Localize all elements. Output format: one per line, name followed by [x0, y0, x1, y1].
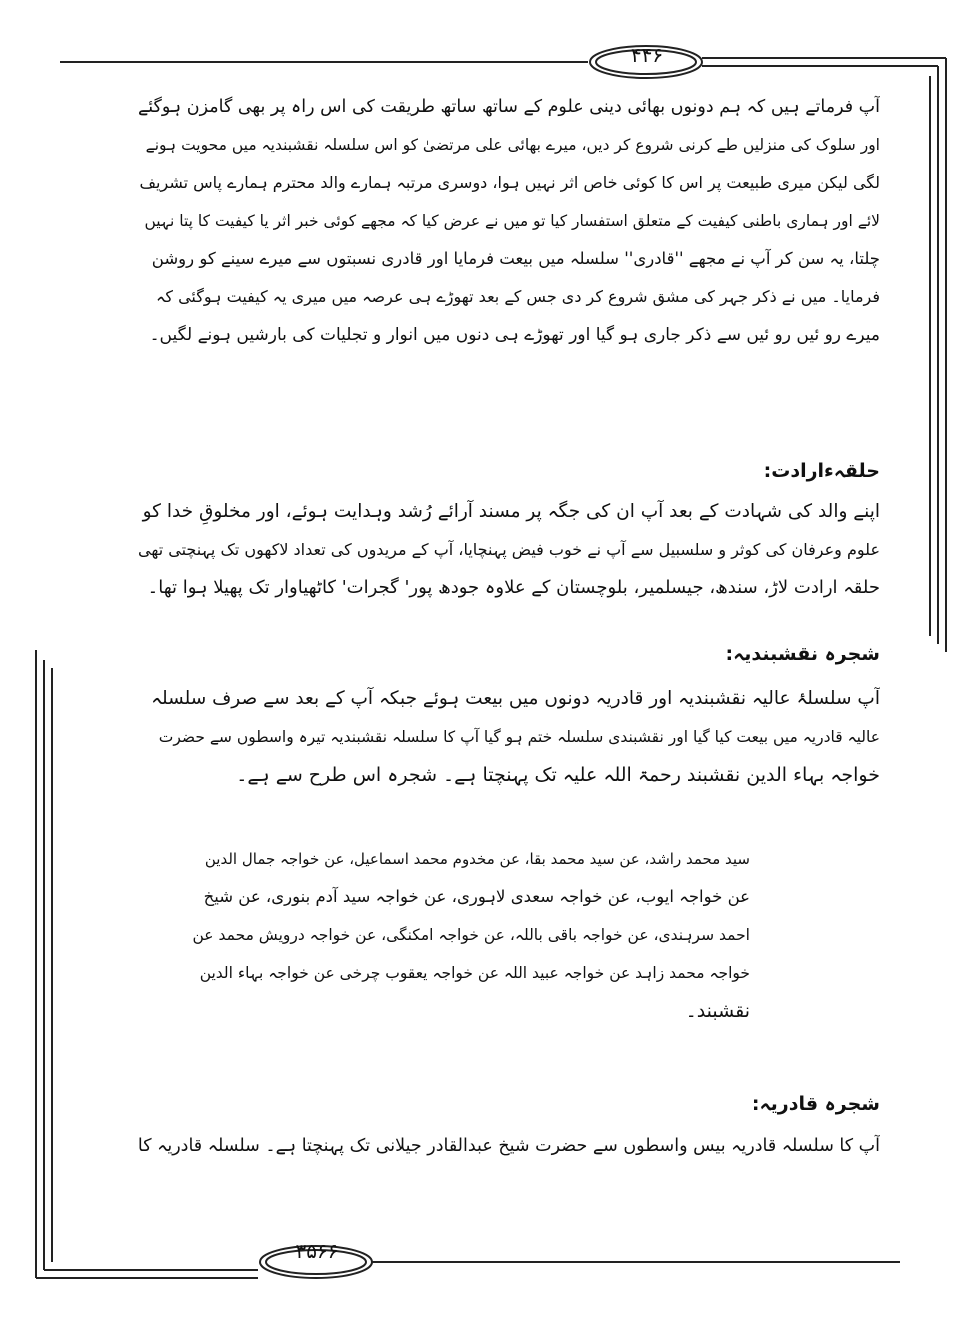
lineage-line: سید محمد راشد، عن سید محمد بقا، عن مخدوم محمد اسماعیل، عن خواجہ جمال الدین	[204, 850, 750, 868]
section-heading-halqa-iradat	[138, 452, 880, 490]
paragraph-spiritual-path	[138, 88, 880, 354]
paragraph-shajra-qadiriya	[138, 1127, 880, 1165]
heading-text: حلقہءارادت:	[763, 460, 880, 482]
text-line: آپ سلسلۂ عالیہ نقشبندیہ اور قادریہ دونوں میں بیعت ہوئے جبکہ آپ کے بعد سے صرف سلسلہ	[151, 688, 880, 709]
text-line: چلتا، یہ سن کر آپ نے مجھے ''قادری'' سلسلہ میں بیعت فرمایا اور قادری نسبتوں سے میرے سینے کو روشن	[151, 249, 880, 268]
text-line: علوم وعرفان کی کوثر و سلسبیل سے آپ نے خوب فیض پہنچایا، آپ کے مریدوں کی تعداد لاکھوں تک پہنچتی تھی	[138, 540, 880, 559]
lineage-line: خواجہ محمد زاہد عن خواجہ عبید اللہ عن خواجہ یعقوب چرخی عن خواجہ بہاء الدین	[199, 964, 750, 982]
bottom-page-number: ۳۵۶۶	[295, 1239, 339, 1263]
lineage-line: احمد سرہندی، عن خواجہ باقی باللہ، عن خواجہ امکنگی، عن خواجہ درویش محمد عن	[192, 926, 750, 944]
text-line: آپ فرماتے ہیں کہ ہم دونوں بھائی دینی علوم کے ساتھ ساتھ طریقت کی اس راہ پر بھی گامزن ہوگئے	[138, 97, 880, 117]
section-heading-shajra-qadiriya	[138, 1085, 880, 1123]
text-line: لائے اور ہماری باطنی کیفیت کے متعلق استفسار کیا تو میں نے عرض کیا کہ مجھے کوئی خبر اثر یا کیفیت کا پتا نہیں	[144, 212, 880, 230]
heading-text: شجرہ قادریہ:	[751, 1093, 880, 1115]
heading-text: شجرہ نقشبندیہ:	[725, 643, 880, 665]
lineage-chain	[190, 840, 750, 1030]
text-line: لگی لیکن میری طبیعت پر اس کا کوئی خاص اثر نہیں ہوا، دوسری مرتبہ ہمارے والد محترم ہمارے پاس تشریف	[139, 173, 880, 192]
text-line: اپنے والد کی شہادت کے بعد آپ ان کی جگہ پر مسند آرائے رُشد وہدایت ہوئے، اور مخلوقِ خدا کو	[142, 501, 880, 522]
lineage-line: نقشبند۔	[685, 1000, 750, 1022]
text-line: میرے رو ئیں رو ئیں سے ذکر جاری ہو گیا اور تھوڑے ہی دنوں میں انوار و تجلیات کی بارشیں ہونے لگیں۔	[149, 325, 880, 345]
paragraph-shajra-naqshbandiya	[138, 680, 880, 794]
text-line: خواجہ بہاء الدین نقشبند رحمۃ اللہ علیہ تک پہنچتا ہے۔ شجرہ اس طرح سے ہے۔	[236, 764, 880, 786]
text-line: عالیہ قادریہ میں بیعت کیا گیا اور نقشبندی سلسلہ ختم ہو گیا آپ کا سلسلہ نقشبندیہ تیرہ واسطوں سے حضرت	[158, 728, 880, 746]
text-line: اور سلوک کی منزلیں طے کرنی شروع کر دیں، میرے بھائی علی مرتضیٰ کو اس سلسلہ نقشبندیہ میں محویت ہونے	[145, 136, 880, 154]
lineage-line: عن خواجہ ایوب، عن خواجہ سعدی لاہوری، عن خواجہ سید آدم بنوری، عن شیخ	[203, 887, 750, 906]
section-heading-shajra-naqshbandiya	[138, 635, 880, 673]
paragraph-halqa-iradat	[138, 493, 880, 607]
top-page-number: ۴۴۶	[630, 43, 664, 67]
text-line: حلقہ ارادت لاڑ، سندھ، جیسلمیر، بلوچستان کے علاوہ جودھ پور' گجرات' کاٹھیاوار تک پھیلا ہوا تھا۔	[147, 577, 880, 598]
text-line: فرمایا۔ میں نے ذکر جہر کی مشق شروع کر دی جس کے بعد تھوڑے ہی عرصہ میں میری یہ کیفیت ہوگئی کہ	[156, 287, 880, 306]
text-line: آپ کا سلسلہ قادریہ بیس واسطوں سے حضرت شیخ عبدالقادر جیلانی تک پہنچتا ہے۔ سلسلہ قادریہ کا	[138, 1136, 880, 1156]
